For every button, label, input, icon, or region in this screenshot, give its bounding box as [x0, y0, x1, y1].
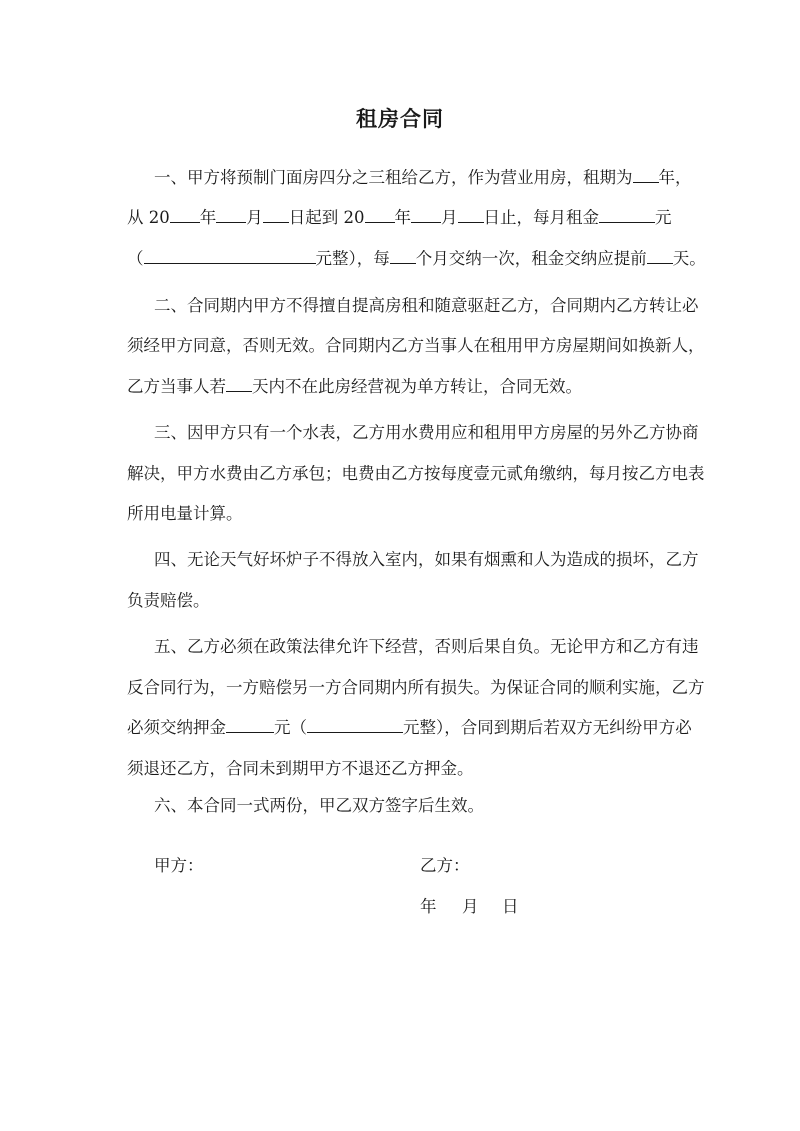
clause-2-line-2: 须经甲方同意，否则无效。合同期内乙方当事人在租用甲方房屋期间如换新人， — [127, 336, 705, 355]
party-b-signature-label: 乙方： — [420, 856, 470, 875]
blank-start-day — [263, 206, 289, 223]
blank-payment-months — [390, 247, 416, 264]
signature-date-year: 年 — [420, 897, 437, 916]
clause-1-line-2: 从 20 年 月 日起到 20 年 月 日止，每月租金 元 — [127, 208, 672, 227]
blank-end-day — [458, 206, 484, 223]
document-title: 租房合同 — [356, 106, 444, 131]
blank-deposit-amount — [226, 716, 274, 733]
clause-2-line-1: 二、合同期内甲方不得擅自提高房租和随意驱赶乙方，合同期内乙方转让必 — [154, 296, 699, 315]
blank-start-year — [170, 206, 200, 223]
clause-3-line-1: 三、因甲方只有一个水表，乙方用水费用应和租用甲方房屋的另外乙方协商 — [154, 423, 699, 442]
clause-6-line-1: 六、本合同一式两份，甲乙双方签字后生效。 — [154, 796, 484, 815]
signature-date-month: 月 — [462, 897, 479, 916]
clause-5-line-2: 反合同行为，一方赔偿另一方合同期内所有损失。为保证合同的顺利实施，乙方 — [127, 678, 705, 697]
clause-5-line-4: 须退还乙方，合同未到期甲方不退还乙方押金。 — [127, 759, 474, 778]
blank-deposit-in-words — [307, 716, 403, 733]
blank-advance-days — [647, 247, 673, 264]
clause-1-line-3: （ 元整），每 个月交纳一次，租金交纳应提前 天。 — [127, 249, 706, 268]
blank-end-year — [365, 206, 395, 223]
blank-lease-years — [633, 166, 659, 183]
clause-4-line-1: 四、无论天气好坏炉子不得放入室内，如果有烟熏和人为造成的损坏，乙方 — [154, 550, 699, 569]
clause-2-line-3: 乙方当事人若 天内不在此房经营视为单方转让，合同无效。 — [127, 377, 582, 396]
clause-5-line-3: 必须交纳押金 元（ 元整），合同到期后若双方无纠纷甲方必 — [127, 718, 692, 737]
signature-date-day: 日 — [502, 897, 519, 916]
blank-end-month — [411, 206, 441, 223]
blank-monthly-rent — [599, 206, 655, 223]
clause-3-line-3: 所用电量计算。 — [127, 504, 243, 523]
blank-rent-in-words — [144, 247, 316, 264]
clause-4-line-2: 负责赔偿。 — [127, 591, 210, 610]
blank-start-month — [216, 206, 246, 223]
blank-absence-days — [226, 375, 252, 392]
clause-3-line-2: 解决，甲方水费由乙方承包；电费由乙方按每度壹元贰角缴纳，每月按乙方电表 — [127, 464, 705, 483]
clause-5-line-1: 五、乙方必须在政策法律允许下经营，否则后果自负。无论甲方和乙方有违 — [154, 637, 699, 656]
clause-1-line-1: 一、甲方将预制门面房四分之三租给乙方，作为营业用房，租期为 年， — [154, 168, 692, 187]
party-a-signature-label: 甲方： — [154, 856, 204, 875]
